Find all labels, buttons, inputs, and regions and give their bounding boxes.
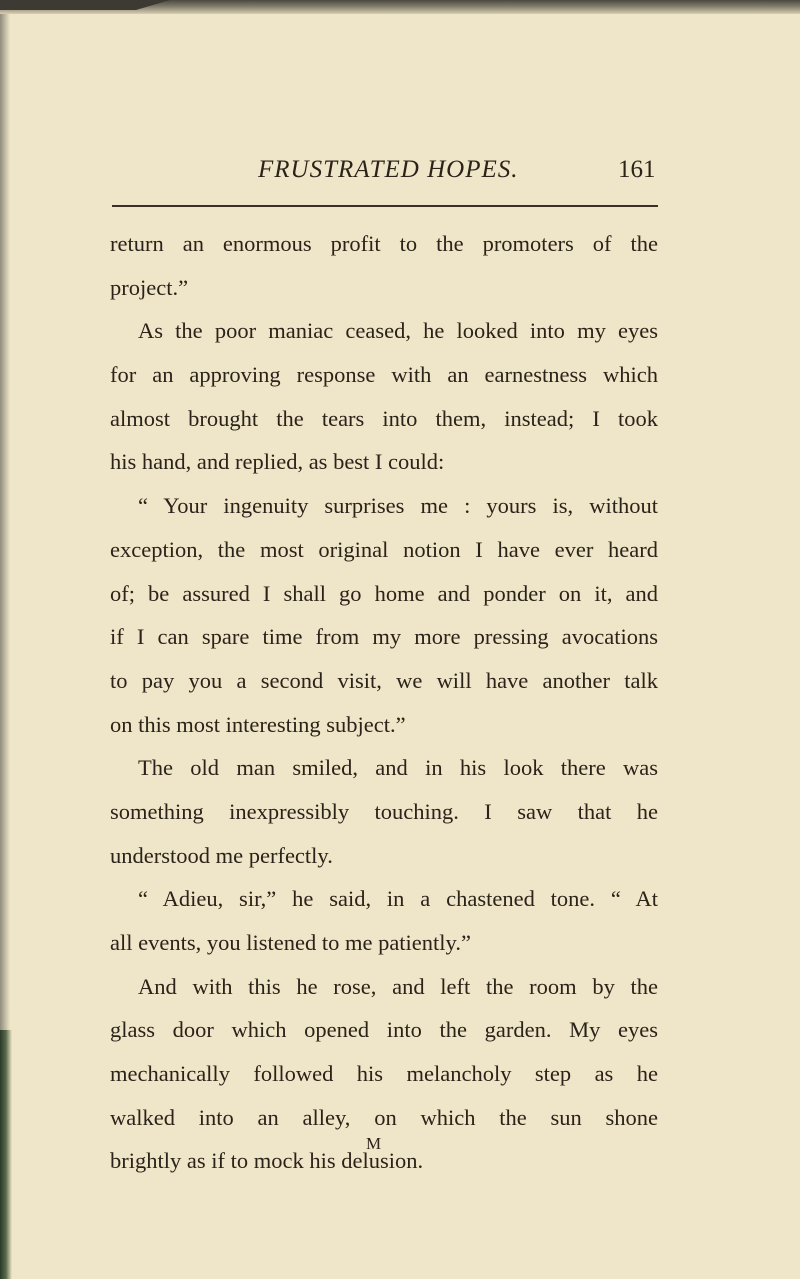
running-title: FRUSTRATED HOPES. bbox=[258, 156, 519, 183]
body-text bbox=[110, 222, 658, 1183]
text-line: And with this he rose, and left the room by the bbox=[138, 973, 658, 999]
text-line: walked into an alley, on which the sun shone bbox=[110, 1104, 658, 1130]
text-line: almost brought the tears into them, instead; I took bbox=[110, 405, 658, 431]
text-line: to pay you a second visit, we will have another talk bbox=[110, 667, 658, 693]
text-line: on this most interesting subject.” bbox=[110, 711, 406, 737]
text-line: if I can spare time from my more pressing avocations bbox=[110, 624, 658, 650]
binding-stain bbox=[0, 1030, 12, 1279]
text-line: for an approving response with an earnestness which bbox=[110, 362, 658, 388]
text-line: exception, the most original notion I have ever heard bbox=[110, 536, 658, 562]
text-line: “ Adieu, sir,” he said, in a chastened tone. “ At bbox=[138, 886, 658, 912]
text-line: glass door which opened into the garden. My eyes bbox=[110, 1017, 658, 1043]
text-line: brightly as if to mock his delusion. bbox=[110, 1148, 424, 1174]
text-line: return an enormous profit to the promoters of the bbox=[110, 231, 658, 256]
text-line: all events, you listened to me patiently.” bbox=[110, 930, 471, 955]
text-line: understood me perfectly. bbox=[110, 842, 333, 868]
page-number: 161 bbox=[618, 156, 656, 183]
running-head bbox=[0, 156, 800, 192]
text-line: The old man smiled, and in his look there was bbox=[138, 755, 658, 781]
signature-mark: M bbox=[366, 1134, 383, 1153]
text-line: “ Your ingenuity surprises me : yours is, without bbox=[138, 493, 658, 519]
header-rule bbox=[112, 205, 658, 207]
text-line: his hand, and replied, as best I could: bbox=[110, 449, 445, 475]
text-line: of; be assured I shall go home and ponder on it, and bbox=[110, 580, 658, 606]
text-line: something inexpressibly touching. I saw that he bbox=[110, 798, 658, 824]
text-line: As the poor maniac ceased, he looked into my eyes bbox=[138, 318, 658, 344]
text-line: mechanically followed his melancholy step as he bbox=[110, 1061, 658, 1087]
text-line: project.” bbox=[110, 274, 189, 300]
